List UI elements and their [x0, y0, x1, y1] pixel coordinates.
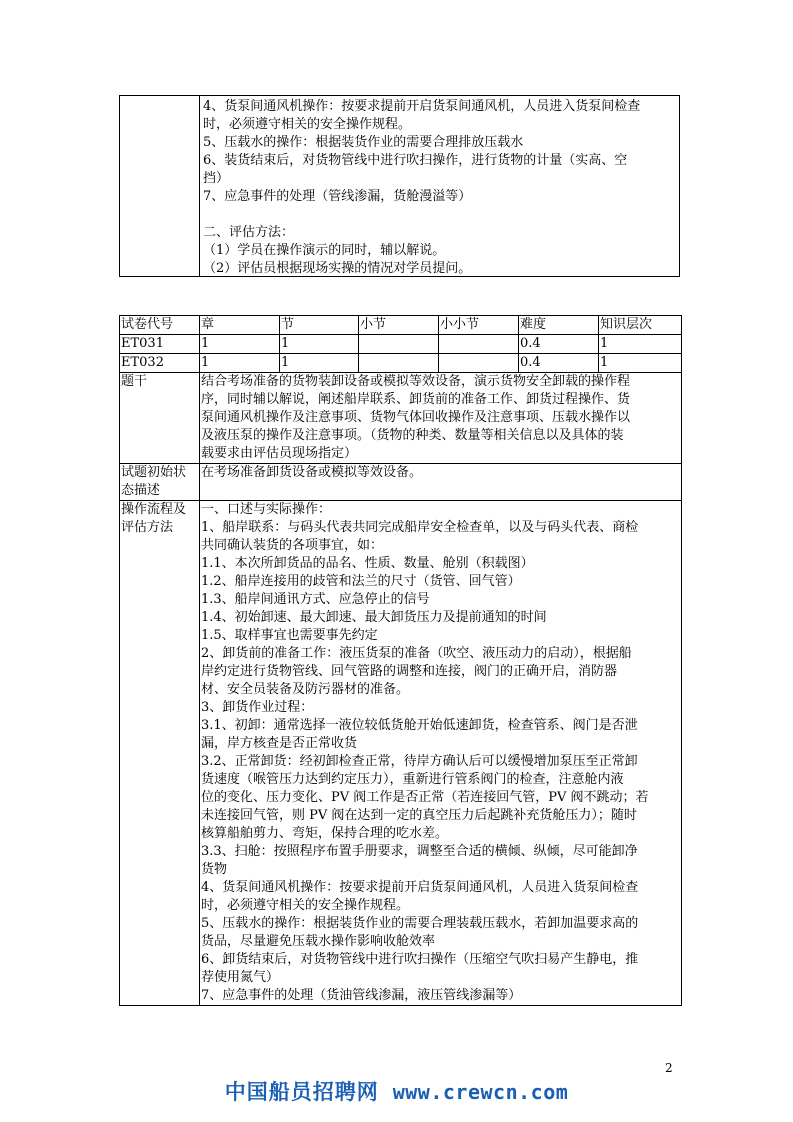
text-line: 共同确认装货的各项事宜，如：: [201, 538, 384, 553]
text-line: 挡）: [203, 171, 230, 186]
header-cell: 章: [200, 316, 280, 335]
header-cell: 试卷代号: [120, 316, 200, 335]
header-row: [120, 316, 682, 335]
table-cell: [439, 354, 519, 373]
text-line: 6、卸货结束后，对货物管线中进行吹扫操作（压缩空气吹扫易产生静电，推: [201, 952, 639, 967]
site-name: 中国船员招聘网: [224, 1080, 379, 1104]
stem-content: [200, 373, 682, 464]
continued-table: [119, 95, 680, 277]
text-line: 货品，尽量避免压载水操作影响收舱效率: [201, 934, 436, 949]
text-line: 7、应急事件的处理（货油管线渗漏，液压管线渗漏等）: [201, 988, 522, 1003]
table-cell: 0.4: [519, 354, 599, 373]
footer-watermark: [0, 1076, 793, 1106]
table-cell: 1: [200, 354, 280, 373]
page-number: 2: [665, 1061, 673, 1075]
label-line: 评估方法: [121, 520, 174, 535]
text-line: 材、安全员装备及防污器材的准备。: [201, 682, 410, 697]
label-line: 操作流程及: [121, 502, 187, 517]
header-cell: 小节: [359, 316, 439, 335]
text-line: 3、卸货作业过程：: [201, 700, 314, 715]
text-line: 及液压泵的操作及注意事项。（货物的种类、数量等相关信息以及具体的装: [201, 428, 624, 443]
table-row: [120, 354, 682, 373]
text-line: 2、卸货前的准备工作：液压货泵的准备（吹空、液压动力的启动），根据船: [201, 646, 632, 661]
text-line: 岸约定进行货物管线、回气管路的调整和连接，阀门的正确开启，消防器: [201, 664, 618, 679]
text-line: 荐使用氮气）: [201, 970, 280, 985]
text-line: 序，同时辅以解说，阐述船岸联系、卸货前的准备工作、卸货过程操作、货: [201, 392, 631, 407]
text-line: 4、货泵间通风机操作：按要求提前开启货泵间通风机，人员进入货泵间检查: [201, 880, 639, 895]
text-line: 结合考场准备的货物装卸设备或模拟等效设备，演示货物安全卸载的操作程: [201, 374, 631, 389]
text-line: 在考场准备卸货设备或模拟等效设备。: [201, 465, 423, 480]
site-url: www.crewcn.com: [392, 1080, 569, 1104]
text-line: 1.3、船岸间通讯方式、应急停止的信号: [201, 592, 430, 607]
initial-state-label: [120, 464, 200, 501]
continued-content: [203, 98, 640, 278]
text-line: 核算船舶剪力、弯矩，保持合理的吃水差。: [201, 826, 449, 841]
text-line: 泵间通风机操作及注意事项、货物气体回收操作及注意事项、压载水操作以: [201, 410, 631, 425]
text-line: 漏，岸方核查是否正常收货: [201, 736, 358, 751]
text-line: 5、压载水的操作：根据装货作业的需要合理装载压载水，若卸加温要求高的: [201, 916, 639, 931]
text-line: 货速度（喉管压力达到约定压力），重新进行管系阀门的检查，注意舱内液: [201, 772, 624, 787]
text-line: 5、压载水的操作：根据装货作业的需要合理排放压载水: [203, 135, 524, 150]
table-cell: 1: [599, 354, 682, 373]
text-line: （2）评估员根据现场实操的情况对学员提问。: [203, 261, 472, 276]
text-line: 位的变化、压力变化、PV 阀工作是否正常（若连接回气管，PV 阀不跳动；若: [201, 790, 649, 805]
label-line: 试题初始状: [121, 465, 187, 480]
table-row: [120, 335, 682, 354]
procedure-content: [200, 501, 682, 1006]
table-cell: 1: [280, 354, 359, 373]
column-divider: [199, 96, 200, 276]
initial-state-content: [200, 464, 682, 501]
procedure-row: [120, 501, 682, 1006]
stem-label: 题干: [120, 373, 200, 464]
text-line: 4、货泵间通风机操作：按要求提前开启货泵间通风机，人员进入货泵间检查: [203, 99, 641, 114]
table-cell: [359, 335, 439, 354]
table-cell: [359, 354, 439, 373]
stem-row: [120, 373, 682, 464]
table-cell: ET031: [120, 335, 200, 354]
text-line: 6、装货结束后，对货物管线中进行吹扫操作，进行货物的计量（实高、空: [203, 153, 628, 168]
text-line: 载要求由评估员现场指定）: [201, 446, 358, 461]
table-cell: 1: [280, 335, 359, 354]
text-line: 时，必须遵守相关的安全操作规程。: [203, 117, 412, 132]
blank-line: [203, 206, 640, 224]
header-cell: 难度: [519, 316, 599, 335]
text-line: （1）学员在操作演示的同时，辅以解说。: [203, 243, 446, 258]
text-line: 3.1、初卸：通常选择一液位较低货舱开始低速卸货，检查管系、阀门是否泄: [201, 718, 638, 733]
table-cell: 1: [599, 335, 682, 354]
text-line: 3.2、正常卸货：经初卸检查正常，待岸方确认后可以缓慢增加泵压至正常卸: [201, 754, 638, 769]
text-line: 一、口述与实际操作：: [201, 502, 332, 517]
header-cell: 小小节: [439, 316, 519, 335]
header-cell: 知识层次: [599, 316, 682, 335]
table-cell: 0.4: [519, 335, 599, 354]
table-cell: ET032: [120, 354, 200, 373]
procedure-label: [120, 501, 200, 1006]
text-line: 1.4、初始卸速、最大卸速、最大卸货压力及提前通知的时间: [201, 610, 547, 625]
text-line: 7、应急事件的处理（管线渗漏，货舱漫溢等）: [203, 189, 472, 204]
text-line: 1.5、取样事宜也需要事先约定: [201, 628, 378, 643]
text-line: 1、船岸联系：与码头代表共同完成船岸安全检查单，以及与码头代表、商检: [201, 520, 639, 535]
text-line: 1.1、本次所卸货品的品名、性质、数量、舱别（积载图）: [201, 556, 534, 571]
table-cell: [439, 335, 519, 354]
initial-state-row: [120, 464, 682, 501]
text-line: 3.3、扫舱：按照程序布置手册要求，调整至合适的横倾、纵倾，尽可能卸净: [201, 844, 638, 859]
text-line: 货物: [201, 862, 228, 877]
question-table: [119, 315, 682, 1006]
text-line: 未连接回气管，则 PV 阀在达到一定的真空压力后起跳补充货舱压力）；随时: [201, 808, 637, 823]
header-cell: 节: [280, 316, 359, 335]
text-line: 二、评估方法：: [203, 225, 295, 240]
text-line: 时，必须遵守相关的安全操作规程。: [201, 898, 410, 913]
label-line: 态描述: [121, 483, 161, 498]
text-line: 1.2、船岸连接用的歧管和法兰的尺寸（货管、回气管）: [201, 574, 521, 589]
table-cell: 1: [200, 335, 280, 354]
